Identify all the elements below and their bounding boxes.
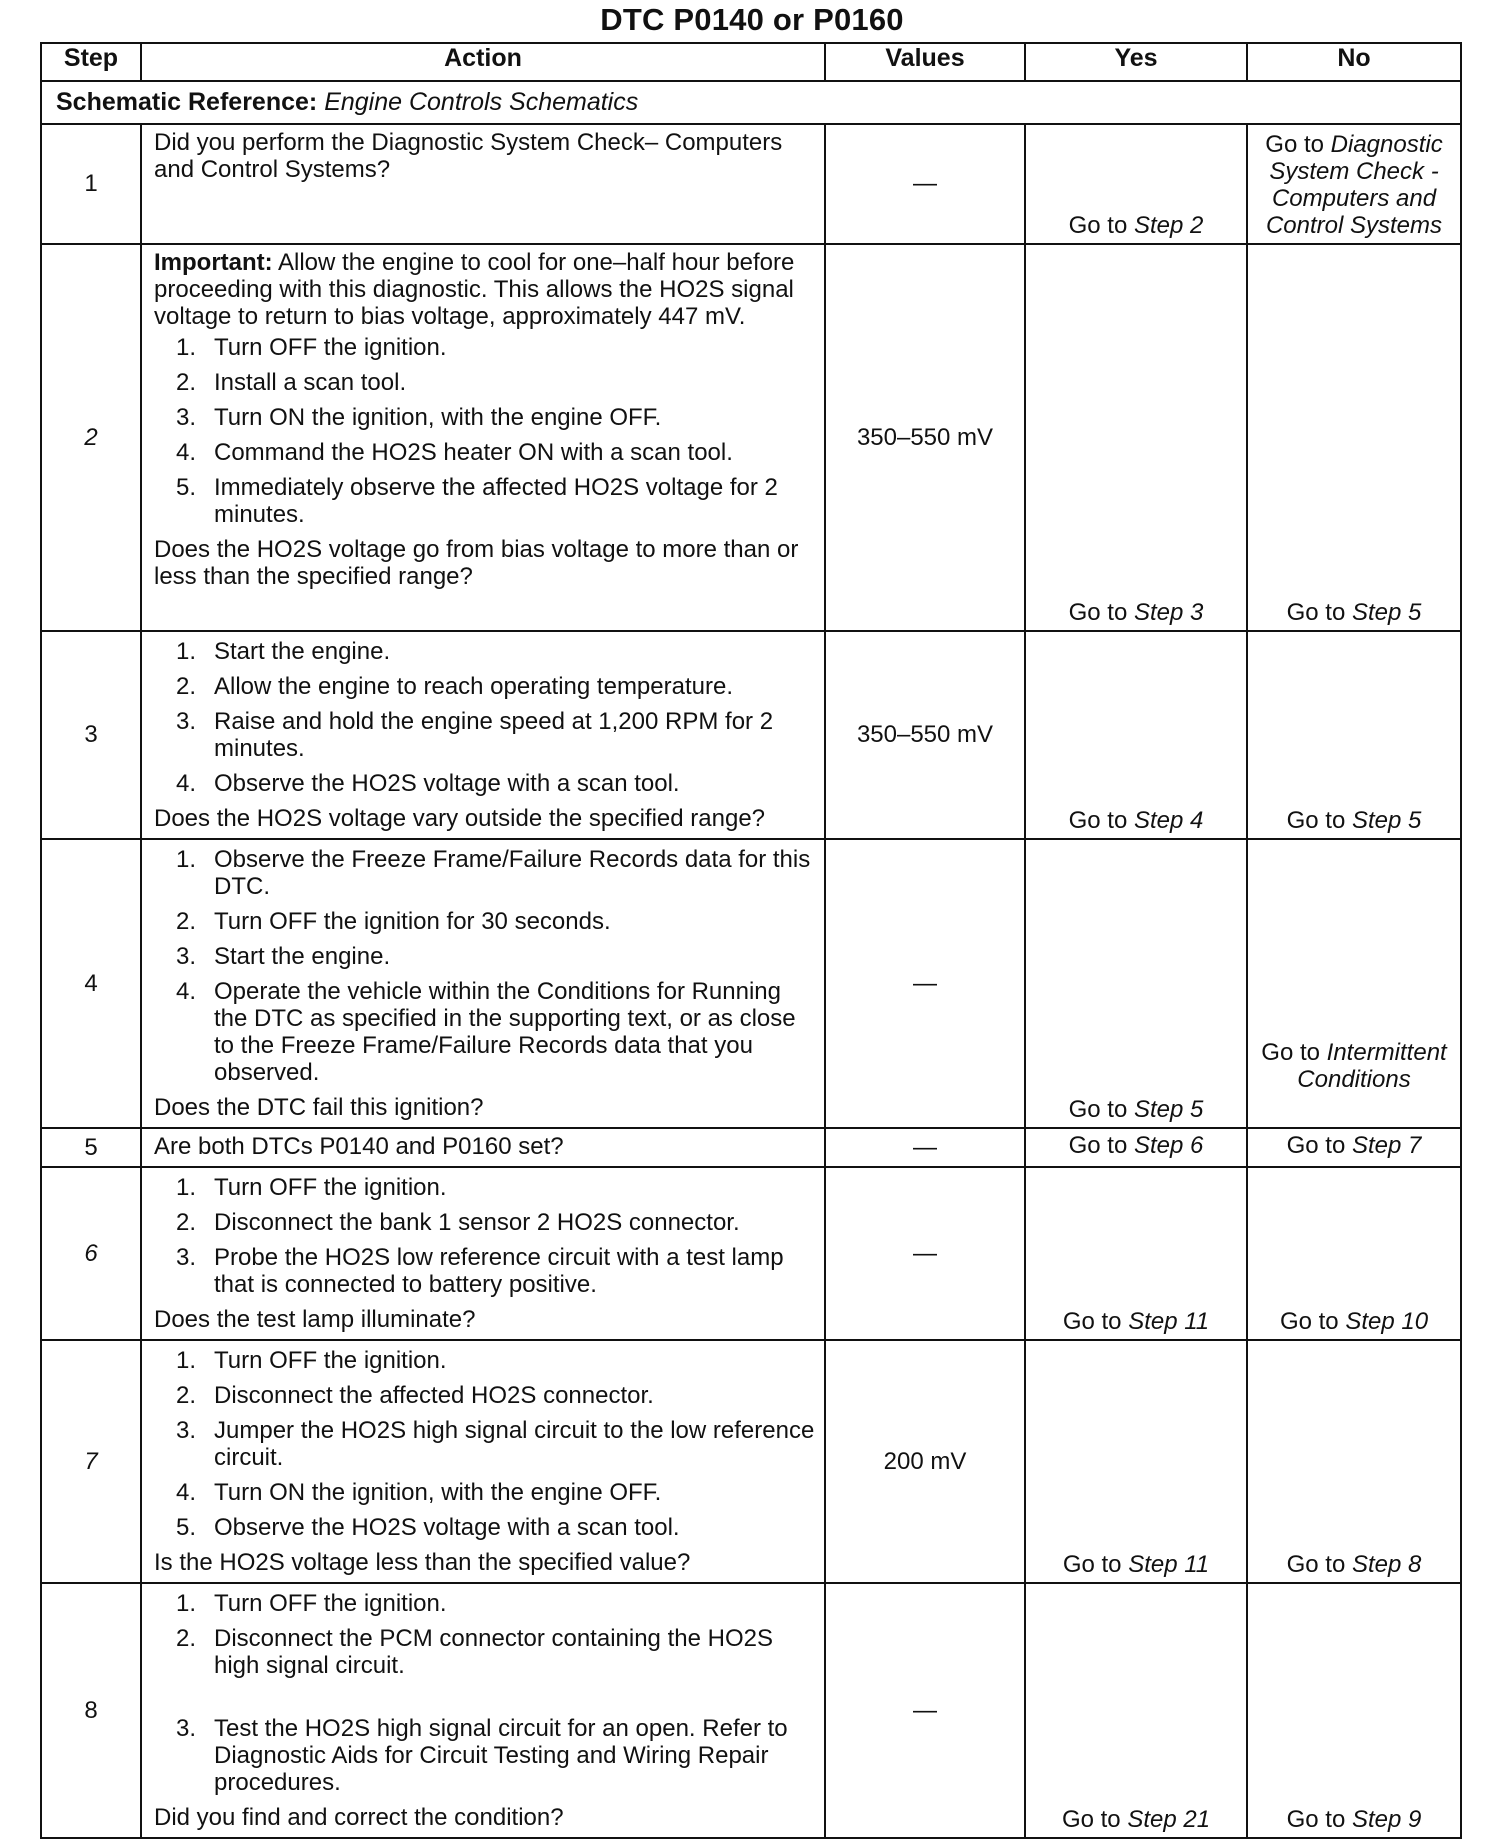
yes-cell[interactable] <box>1025 631 1247 839</box>
no-prefix: Go to <box>1261 1039 1320 1066</box>
list-item <box>154 673 816 700</box>
list-text: Disconnect the PCM connector containing the HO2S high signal circuit. <box>214 1625 773 1679</box>
action-cell <box>141 1583 825 1838</box>
list-item <box>154 1209 816 1236</box>
values-cell: — <box>825 124 1025 244</box>
list-text: Operate the vehicle within the Conditions for Running the DTC as specified in the supporting text, or as close to the Freeze Frame/Failure Records data that you observed. <box>214 978 796 1086</box>
yes-cell[interactable] <box>1025 1340 1247 1583</box>
table-row-step-7 <box>41 1340 1461 1583</box>
list-item <box>154 1625 816 1679</box>
no-target[interactable]: Diagnostic System Check - Computers and Control Systems <box>1265 131 1443 239</box>
list-text: Test the HO2S high signal circuit for an open. Refer to Diagnostic Aids for Circuit Testing and Wiring Repair procedures. <box>214 1715 788 1796</box>
list-text: Observe the Freeze Frame/Failure Records data for this DTC. <box>214 846 811 900</box>
yes-target[interactable]: Step 11 <box>1128 1551 1210 1578</box>
values-cell: — <box>825 1167 1025 1340</box>
values-cell: — <box>825 839 1025 1128</box>
table-row-step-5 <box>41 1128 1461 1167</box>
list-item <box>154 1417 816 1471</box>
list-number: 2. <box>176 908 197 935</box>
list-text: Turn OFF the ignition. <box>214 1590 447 1617</box>
no-prefix: Go to <box>1286 1551 1346 1578</box>
list-text: Turn OFF the ignition. <box>214 1174 447 1201</box>
no-cell[interactable] <box>1247 244 1461 631</box>
no-target[interactable]: Step 5 <box>1351 599 1422 626</box>
values-cell: — <box>825 1583 1025 1838</box>
list-text: Disconnect the affected HO2S connector. <box>214 1382 654 1409</box>
list-number: 3. <box>176 708 197 735</box>
yes-prefix: Go to <box>1068 1132 1128 1159</box>
page-title: DTC P0140 or P0160 <box>600 2 904 37</box>
header-values: Values <box>825 43 1025 81</box>
header-action: Action <box>141 43 825 81</box>
list-item <box>154 846 816 900</box>
no-cell[interactable] <box>1247 631 1461 839</box>
list-text: Immediately observe the affected HO2S voltage for 2 minutes. <box>214 474 778 528</box>
list-number: 4. <box>176 978 197 1005</box>
list-text: Jumper the HO2S high signal circuit to the low reference circuit. <box>214 1417 815 1471</box>
step-number: 3 <box>41 631 141 839</box>
list-number: 4. <box>176 439 197 466</box>
action-question: Are both DTCs P0140 and P0160 set? <box>154 1133 564 1160</box>
no-target[interactable]: Step 9 <box>1351 1806 1422 1833</box>
diagnostic-table <box>40 42 1462 1839</box>
yes-prefix: Go to <box>1068 599 1128 626</box>
table-row-step-4 <box>41 839 1461 1128</box>
list-text: Probe the HO2S low reference circuit with a test lamp that is connected to battery positive. <box>214 1244 784 1298</box>
header-step: Step <box>41 43 141 81</box>
list-number: 2. <box>176 1209 197 1236</box>
table-row-step-3 <box>41 631 1461 839</box>
list-number: 1. <box>176 334 197 361</box>
list-text: Turn OFF the ignition. <box>214 1347 447 1374</box>
no-cell[interactable] <box>1247 1583 1461 1838</box>
yes-cell[interactable] <box>1025 244 1247 631</box>
important-note <box>154 249 816 330</box>
action-cell <box>141 1128 825 1167</box>
yes-prefix: Go to <box>1062 1551 1122 1578</box>
list-text: Disconnect the bank 1 sensor 2 HO2S connector. <box>214 1209 740 1236</box>
list-item <box>154 1347 816 1374</box>
list-number: 2. <box>176 369 197 396</box>
action-question: Is the HO2S voltage less than the specified value? <box>154 1549 691 1576</box>
yes-target[interactable]: Step 2 <box>1133 212 1204 239</box>
values-cell: 350–550 mV <box>825 631 1025 839</box>
table-row-step-2 <box>41 244 1461 631</box>
yes-target[interactable]: Step 4 <box>1133 807 1204 834</box>
action-cell <box>141 839 825 1128</box>
header-yes: Yes <box>1025 43 1247 81</box>
no-cell[interactable] <box>1247 124 1461 244</box>
action-cell <box>141 631 825 839</box>
step-number: 4 <box>41 839 141 1128</box>
yes-target[interactable]: Step 6 <box>1133 1132 1204 1159</box>
values-cell: 350–550 mV <box>825 244 1025 631</box>
action-question: Does the test lamp illuminate? <box>154 1306 476 1333</box>
yes-target[interactable]: Step 21 <box>1127 1806 1211 1833</box>
list-text: Start the engine. <box>214 943 391 970</box>
yes-prefix: Go to <box>1068 807 1128 834</box>
header-row <box>41 43 1461 81</box>
step-number: 8 <box>41 1583 141 1838</box>
schematic-reference <box>41 81 1461 124</box>
list-text: Command the HO2S heater ON with a scan tool. <box>214 439 733 466</box>
list-item <box>154 638 816 665</box>
list-text: Allow the engine to reach operating temperature. <box>214 673 733 700</box>
list-item <box>154 943 816 970</box>
list-text: Turn ON the ignition, with the engine OFF. <box>214 404 662 431</box>
table-row-step-1 <box>41 124 1461 244</box>
yes-target[interactable]: Step 5 <box>1133 1096 1204 1123</box>
list-text: Start the engine. <box>214 638 391 665</box>
no-cell[interactable] <box>1247 1167 1461 1340</box>
header-no: No <box>1247 43 1461 81</box>
list-item <box>154 369 816 396</box>
list-text: Observe the HO2S voltage with a scan tool. <box>214 1514 680 1541</box>
list-item <box>154 1479 816 1506</box>
list-number: 1. <box>176 638 197 665</box>
list-item <box>154 474 816 528</box>
action-cell <box>141 1340 825 1583</box>
action-question: Did you perform the Diagnostic System Check– Computers and Control Systems? <box>154 129 783 183</box>
no-target[interactable]: Step 10 <box>1345 1308 1429 1335</box>
no-cell[interactable] <box>1247 839 1461 1128</box>
yes-cell[interactable] <box>1025 1583 1247 1838</box>
list-item <box>154 334 816 361</box>
list-text: Raise and hold the engine speed at 1,200 RPM for 2 minutes. <box>214 708 774 762</box>
list-number: 2. <box>176 1382 197 1409</box>
list-number: 1. <box>176 1347 197 1374</box>
step-number: 6 <box>41 1167 141 1340</box>
action-cell <box>141 124 825 244</box>
step-number: 7 <box>41 1340 141 1583</box>
table-row-step-6 <box>41 1167 1461 1340</box>
no-prefix: Go to <box>1286 1806 1346 1833</box>
list-number: 3. <box>176 1715 197 1742</box>
important-text: Allow the engine to cool for one–half hour before proceeding with this diagnostic. This allows the HO2S signal voltage to return to bias voltage, approximately 447 mV. <box>154 249 795 330</box>
list-number: 3. <box>176 404 197 431</box>
list-number: 1. <box>176 846 197 873</box>
action-cell <box>141 1167 825 1340</box>
action-question: Does the HO2S voltage go from bias voltage to more than or less than the specified range? <box>154 536 799 590</box>
yes-prefix: Go to <box>1062 1308 1122 1335</box>
list-number: 5. <box>176 1514 197 1541</box>
action-question: Does the DTC fail this ignition? <box>154 1094 484 1121</box>
list-number: 2. <box>176 673 197 700</box>
important-label: Important: <box>154 249 273 276</box>
yes-cell[interactable] <box>1025 1167 1247 1340</box>
schematic-label: Schematic Reference: <box>56 88 318 116</box>
list-number: 3. <box>176 1417 197 1444</box>
yes-target[interactable]: Step 11 <box>1128 1308 1210 1335</box>
no-target[interactable]: Step 5 <box>1351 807 1422 834</box>
list-text: Observe the HO2S voltage with a scan tool. <box>214 770 680 797</box>
values-cell: 200 mV <box>825 1340 1025 1583</box>
yes-cell[interactable] <box>1025 124 1247 244</box>
yes-cell[interactable] <box>1025 1128 1247 1167</box>
schematic-link[interactable]: Engine Controls Schematics <box>324 88 639 116</box>
list-number: 3. <box>176 943 197 970</box>
list-item <box>154 404 816 431</box>
procedure-list <box>154 638 816 797</box>
list-text: Turn ON the ignition, with the engine OFF. <box>214 1479 662 1506</box>
step-number: 2 <box>41 244 141 631</box>
list-number: 3. <box>176 1244 197 1271</box>
yes-cell[interactable] <box>1025 839 1247 1128</box>
no-prefix: Go to <box>1286 1132 1346 1159</box>
list-item <box>154 439 816 466</box>
list-text: Install a scan tool. <box>214 369 407 396</box>
procedure-list <box>154 1174 816 1298</box>
list-item <box>154 1174 816 1201</box>
action-question: Did you find and correct the condition? <box>154 1804 564 1831</box>
values-cell: — <box>825 1128 1025 1167</box>
list-number: 4. <box>176 1479 197 1506</box>
list-number: 4. <box>176 770 197 797</box>
no-prefix: Go to <box>1286 807 1346 834</box>
yes-target[interactable]: Step 3 <box>1133 599 1204 626</box>
no-target[interactable]: Step 8 <box>1351 1551 1422 1578</box>
no-prefix: Go to <box>1265 131 1324 158</box>
step-number: 1 <box>41 124 141 244</box>
list-text: Turn OFF the ignition. <box>214 334 447 361</box>
no-prefix: Go to <box>1286 599 1346 626</box>
yes-prefix: Go to <box>1061 1806 1121 1833</box>
no-cell[interactable] <box>1247 1128 1461 1167</box>
action-question: Does the HO2S voltage vary outside the specified range? <box>154 805 766 832</box>
list-item <box>154 978 816 1086</box>
yes-prefix: Go to <box>1068 212 1128 239</box>
procedure-list <box>154 334 816 528</box>
list-item <box>154 1715 816 1796</box>
list-item <box>154 908 816 935</box>
procedure-list <box>154 846 816 1086</box>
no-prefix: Go to <box>1279 1308 1339 1335</box>
list-item <box>154 770 816 797</box>
list-number: 1. <box>176 1590 197 1617</box>
procedure-list <box>154 1590 816 1796</box>
list-item <box>154 1244 816 1298</box>
list-number: 2. <box>176 1625 197 1652</box>
no-target[interactable]: Step 7 <box>1351 1132 1422 1159</box>
list-number: 5. <box>176 474 197 501</box>
list-item <box>154 708 816 762</box>
step-number: 5 <box>41 1128 141 1167</box>
yes-prefix: Go to <box>1068 1096 1128 1123</box>
procedure-list <box>154 1347 816 1541</box>
list-item <box>154 1590 816 1617</box>
list-number: 1. <box>176 1174 197 1201</box>
list-item <box>154 1382 816 1409</box>
no-cell[interactable] <box>1247 1340 1461 1583</box>
list-item <box>154 1514 816 1541</box>
table-row-step-8 <box>41 1583 1461 1838</box>
no-target[interactable]: Intermittent Conditions <box>1297 1039 1447 1093</box>
action-cell <box>141 244 825 631</box>
list-text: Turn OFF the ignition for 30 seconds. <box>214 908 611 935</box>
schematic-row <box>41 81 1461 124</box>
